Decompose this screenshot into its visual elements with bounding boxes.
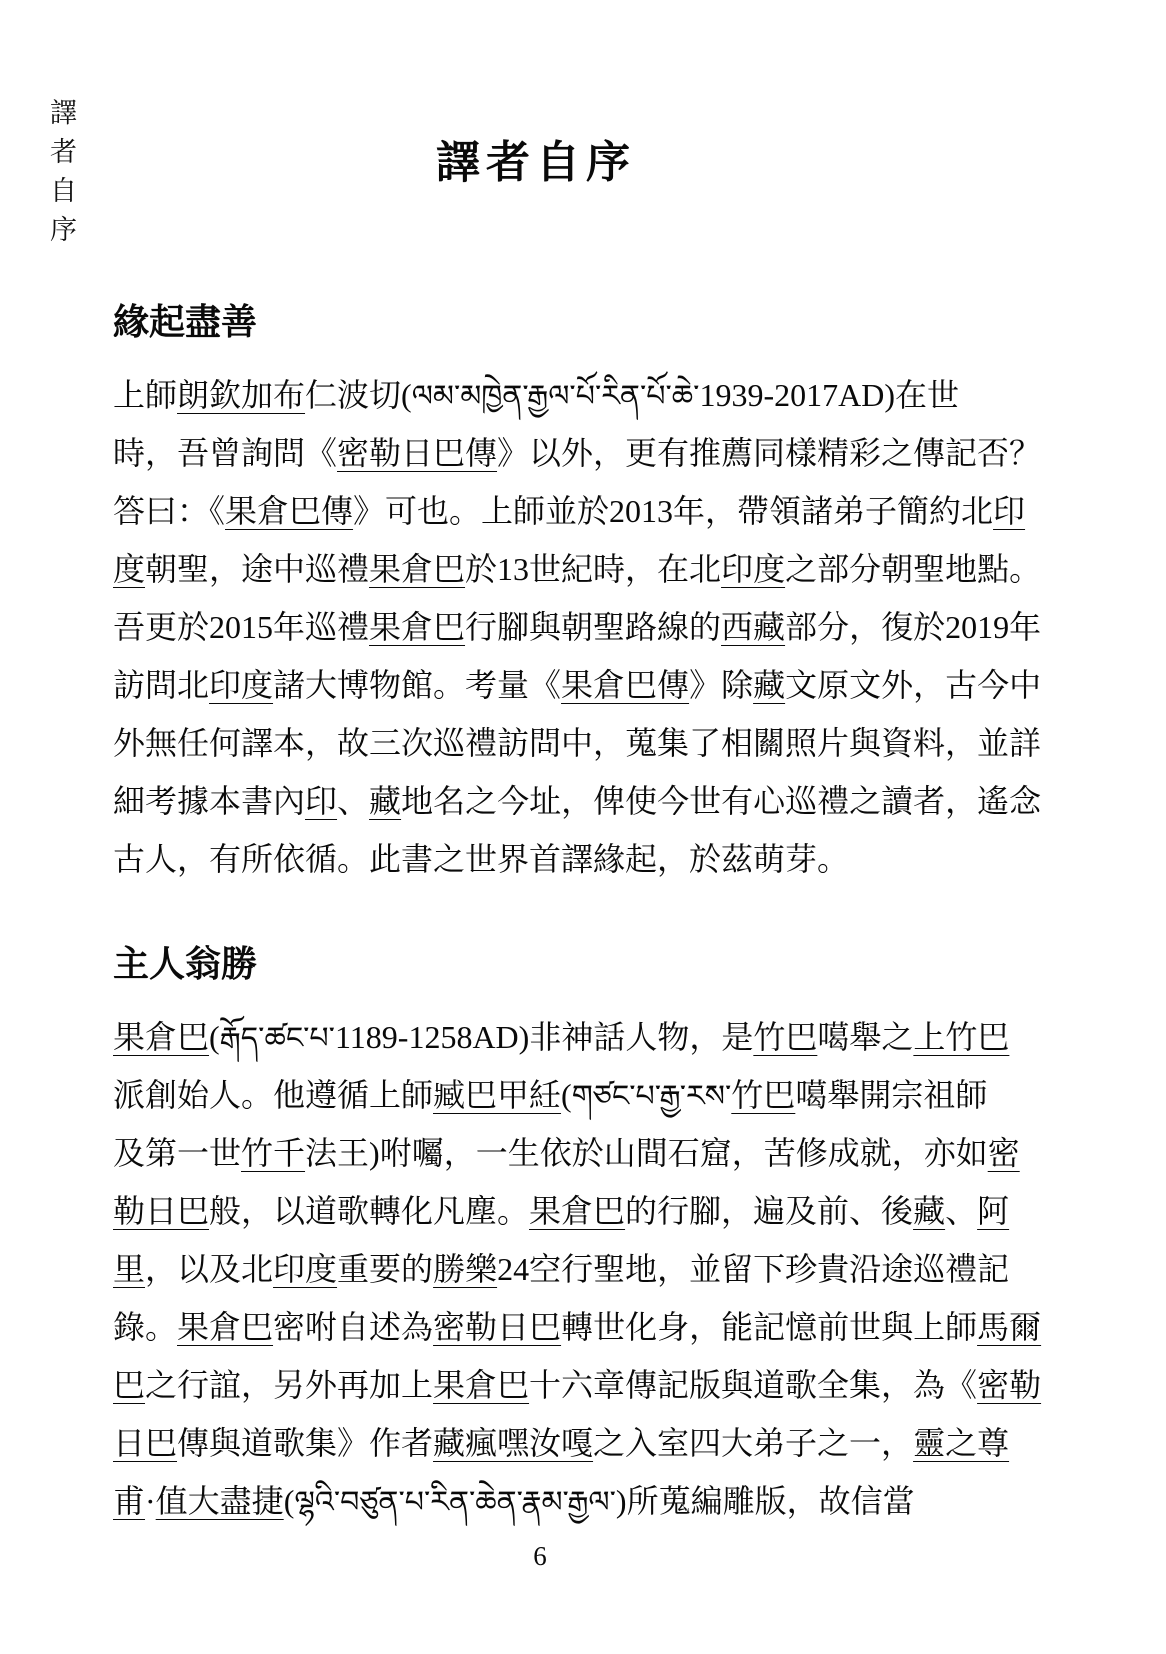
text-run: 》除 <box>689 667 754 703</box>
page-content <box>113 0 1079 1530</box>
proper-name-underlined: 藏 <box>913 1193 946 1229</box>
body-line <box>113 1414 1079 1472</box>
body-line <box>113 1182 1079 1240</box>
text-run: 及第一世 <box>113 1135 242 1171</box>
proper-name-underlined: 果倉巴 <box>113 1019 210 1055</box>
text-run: 24空行聖地，並留下珍貴沿途巡禮記 <box>497 1251 1010 1287</box>
text-run: 重要的 <box>337 1251 434 1287</box>
text-run: 傳與道歌集》作者 <box>177 1425 434 1461</box>
proper-name-underlined: 印 <box>305 783 338 819</box>
body-line <box>113 714 1079 772</box>
body-line <box>113 772 1079 830</box>
text-run: 之部分朝聖地點。 <box>785 551 1042 587</box>
proper-name-underlined: 果倉巴 <box>529 1193 626 1229</box>
proper-name-underlined: 靈之尊 <box>913 1425 1010 1461</box>
text-run: ( <box>561 1077 572 1113</box>
proper-name-underlined: 印度 <box>209 667 274 703</box>
text-run: 部分，復於2019年 <box>785 609 1042 645</box>
text-run: 地名之今址，俾使今世有心巡禮之讀者，遙念 <box>401 783 1042 819</box>
text-run: 之入室四大弟子之一， <box>593 1425 914 1461</box>
proper-name-underlined: 果倉巴 <box>433 1367 530 1403</box>
proper-name-underlined: 臧巴甲紝 <box>433 1077 562 1113</box>
proper-name-underlined: 竹千 <box>241 1135 306 1171</box>
body-line <box>113 1240 1079 1298</box>
text-run: 噶舉之 <box>817 1019 914 1055</box>
tibetan-text: ལམ་མཁྱེན་རྒྱལ་པོ་རིན་པོ་ཆེ་ <box>411 379 700 414</box>
body-line <box>113 1124 1079 1182</box>
proper-name-underlined: 度 <box>113 551 146 587</box>
proper-name-underlined: 密勒日巴傳 <box>337 435 498 471</box>
text-run: 行腳與朝聖路線的 <box>465 609 722 645</box>
proper-name-underlined: 果倉巴 <box>369 551 466 587</box>
text-run: 諸大博物館。考量《 <box>273 667 562 703</box>
text-run: 1939-2017AD)在世 <box>699 377 959 413</box>
body-line <box>113 1066 1079 1124</box>
text-run: 細考據本書內 <box>113 783 306 819</box>
text-run: 錄。 <box>113 1309 178 1345</box>
text-run: 文原文外，古今中 <box>785 667 1042 703</box>
text-run: 的行腳，遍及前、後 <box>625 1193 914 1229</box>
body-line <box>113 1298 1079 1356</box>
proper-name-underlined: 藏瘋嘿汝嘎 <box>433 1425 594 1461</box>
text-run: 時，吾曾詢問《 <box>113 435 338 471</box>
section-heading-protagonist: 主人翁勝 <box>113 943 258 984</box>
page-title: 譯者自序 <box>436 138 636 187</box>
body-line <box>113 598 1079 656</box>
text-run: 吾更於2015年巡禮 <box>113 609 370 645</box>
proper-name-underlined: 朗欽加布 <box>177 377 306 413</box>
proper-name-underlined: 阿 <box>977 1193 1010 1229</box>
text-run: 古人，有所依循。此書之世界首譯緣起，於茲萌芽。 <box>113 841 850 877</box>
proper-name-underlined: 印度 <box>721 551 786 587</box>
body-line <box>113 1356 1079 1414</box>
body-line <box>113 1472 1079 1530</box>
text-run: )所蒐編雕版，故信當 <box>615 1483 915 1519</box>
body-line <box>113 366 1079 424</box>
text-run: 1189-1258AD)非神話人物，是 <box>334 1019 754 1055</box>
section-heading-origin: 緣起盡善 <box>113 301 258 342</box>
text-run: 派創始人。他遵循上師 <box>113 1077 434 1113</box>
text-run: 》以外，更有推薦同樣精彩之傳記否？ <box>497 435 1042 471</box>
proper-name-underlined: 里 <box>113 1251 146 1287</box>
text-run: 朝聖，途中巡禮 <box>145 551 370 587</box>
text-run: 、 <box>945 1193 978 1229</box>
proper-name-underlined: 果倉巴 <box>369 609 466 645</box>
text-run: 噶舉開宗祖師 <box>795 1077 988 1113</box>
sidebar-vertical-title: 譯者自序 <box>46 98 76 254</box>
text-run: ，以及北 <box>145 1251 274 1287</box>
text-run: ( <box>209 1019 220 1055</box>
proper-name-underlined: 馬爾 <box>977 1309 1042 1345</box>
text-run: 、 <box>337 783 370 819</box>
text-run: 轉世化身，能記憶前世與上師 <box>561 1309 978 1345</box>
body-line <box>113 656 1079 714</box>
text-run: 仁波切( <box>305 377 412 413</box>
proper-name-underlined: 印 <box>993 493 1026 529</box>
text-run: 訪問北 <box>113 667 210 703</box>
proper-name-underlined: 勒日巴 <box>113 1193 210 1229</box>
proper-name-underlined: 果倉巴傳 <box>225 493 354 529</box>
proper-name-underlined: 竹巴 <box>731 1077 796 1113</box>
text-run: 》可也。上師並於2013年，帶領諸弟子簡約北 <box>353 493 994 529</box>
paragraph-protagonist <box>113 1008 1079 1530</box>
proper-name-underlined: 巴 <box>113 1367 146 1403</box>
tibetan-text: གཙང་པ་རྒྱ་རས་ <box>571 1079 732 1114</box>
text-run: 之行誼，另外再加上 <box>145 1367 434 1403</box>
text-run: 於13世紀時，在北 <box>465 551 722 587</box>
proper-name-underlined: 藏 <box>369 783 402 819</box>
text-run: 密咐自述為 <box>273 1309 434 1345</box>
proper-name-underlined: 竹巴 <box>753 1019 818 1055</box>
proper-name-underlined: 密勒日巴 <box>433 1309 562 1345</box>
text-run: 法王)咐囑，一生依於山間石窟，苦修成就，亦如 <box>305 1135 988 1171</box>
body-line <box>113 1008 1079 1066</box>
proper-name-underlined: 勝樂 <box>433 1251 498 1287</box>
text-run: 上師 <box>113 377 178 413</box>
proper-name-underlined: 密 <box>987 1135 1020 1171</box>
text-run: 般，以道歌轉化凡塵。 <box>209 1193 530 1229</box>
text-run: 答曰：《 <box>113 493 226 529</box>
proper-name-underlined: 藏 <box>753 667 786 703</box>
proper-name-underlined: 西藏 <box>721 609 786 645</box>
text-run: 十六章傳記版與道歌全集，為《 <box>529 1367 978 1403</box>
proper-name-underlined: 印度 <box>273 1251 338 1287</box>
proper-name-underlined: 上竹巴 <box>913 1019 1010 1055</box>
proper-name-underlined: 日巴 <box>113 1425 178 1461</box>
tibetan-text: ལྷའི་བཙུན་པ་རིན་ཆེན་རྣམ་རྒྱལ་ <box>294 1485 616 1520</box>
body-line <box>113 830 1079 888</box>
proper-name-underlined: 值大盡捷 <box>155 1483 284 1519</box>
body-line <box>113 424 1079 482</box>
proper-name-underlined: 果倉巴 <box>177 1309 274 1345</box>
proper-name-underlined: 密勒 <box>977 1367 1042 1403</box>
proper-name-underlined: 果倉巴傳 <box>561 667 690 703</box>
text-run: ( <box>283 1483 295 1519</box>
paragraph-origin <box>113 366 1079 888</box>
page-number: 6 <box>533 1541 547 1571</box>
proper-name-underlined: 甫 <box>113 1483 146 1519</box>
text-run: · <box>145 1483 156 1519</box>
tibetan-text: རྒོད་ཚང་པ་ <box>219 1021 335 1056</box>
text-run: 外無任何譯本，故三次巡禮訪問中，蒐集了相關照片與資料，並詳 <box>113 725 1042 761</box>
body-line <box>113 540 1079 598</box>
body-line <box>113 482 1079 540</box>
